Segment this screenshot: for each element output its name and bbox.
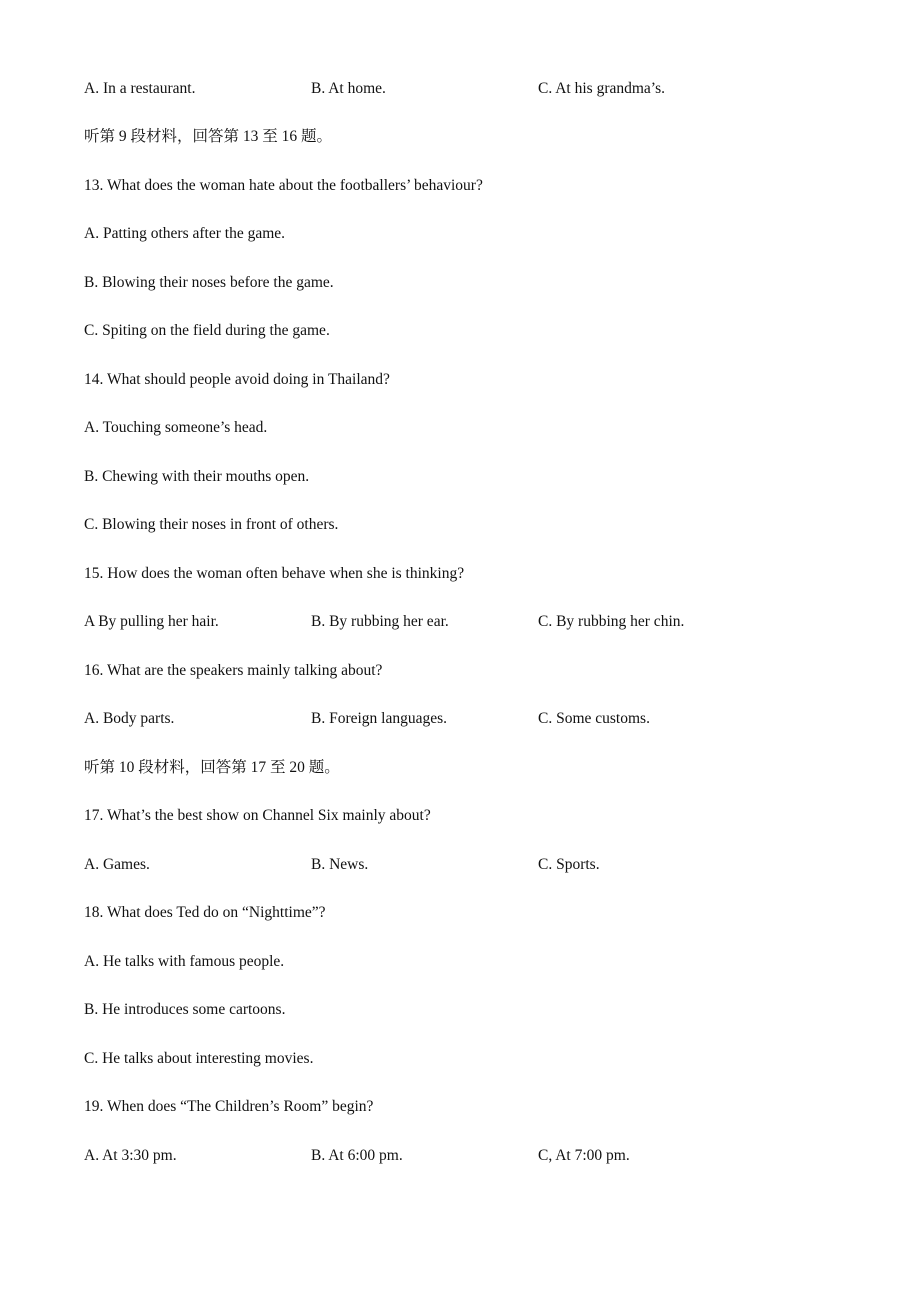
q16-option-c: C. Some customs.: [538, 710, 650, 727]
q15-option-a: A By pulling her hair.: [84, 613, 219, 630]
q14-option-b: B. Chewing with their mouths open.: [84, 468, 310, 485]
q14-question: 14. What should people avoid doing in Thailand?: [84, 371, 390, 388]
q12-option-c: C. At his grandma’s.: [538, 80, 666, 97]
q16-question: 16. What are the speakers mainly talking about?: [84, 662, 383, 679]
q13-option-c: C. Spiting on the field during the game.: [84, 322, 330, 339]
q18-option-b: B. He introduces some cartoons.: [84, 1001, 286, 1018]
q16-option-a: A. Body parts.: [84, 710, 175, 727]
q12-option-b: B. At home.: [311, 80, 386, 97]
q13-option-b: B. Blowing their noses before the game.: [84, 274, 334, 291]
q13-option-a: A. Patting others after the game.: [84, 225, 286, 242]
q19-option-b: B. At 6:00 pm.: [311, 1147, 403, 1164]
q12-option-a: A. In a restaurant.: [84, 80, 196, 97]
q17-option-c: C. Sports.: [538, 856, 600, 873]
section-9-intro: 听第 9 段材料，回答第 13 至 16 题。: [84, 128, 333, 145]
q18-option-a: A. He talks with famous people.: [84, 953, 285, 970]
q17-option-a: A. Games.: [84, 856, 150, 873]
q15-option-c: C. By rubbing her chin.: [538, 613, 685, 630]
q19-option-c: C, At 7:00 pm.: [538, 1147, 630, 1164]
q18-question: 18. What does Ted do on “Nighttime”?: [84, 904, 326, 921]
q19-option-a: A. At 3:30 pm.: [84, 1147, 177, 1164]
q16-option-b: B. Foreign languages.: [311, 710, 448, 727]
q14-option-a: A. Touching someone’s head.: [84, 419, 268, 436]
q15-option-b: B. By rubbing her ear.: [311, 613, 449, 630]
q15-question: 15. How does the woman often behave when she is thinking?: [84, 565, 465, 582]
q17-question: 17. What’s the best show on Channel Six mainly about?: [84, 807, 431, 824]
q13-question: 13. What does the woman hate about the footballers’ behaviour?: [84, 177, 483, 194]
q19-question: 19. When does “The Children’s Room” begin?: [84, 1098, 374, 1115]
q17-option-b: B. News.: [311, 856, 369, 873]
section-10-intro: 听第 10 段材料，回答第 17 至 20 题。: [84, 759, 340, 776]
q14-option-c: C. Blowing their noses in front of others.: [84, 516, 339, 533]
q18-option-c: C. He talks about interesting movies.: [84, 1050, 314, 1067]
